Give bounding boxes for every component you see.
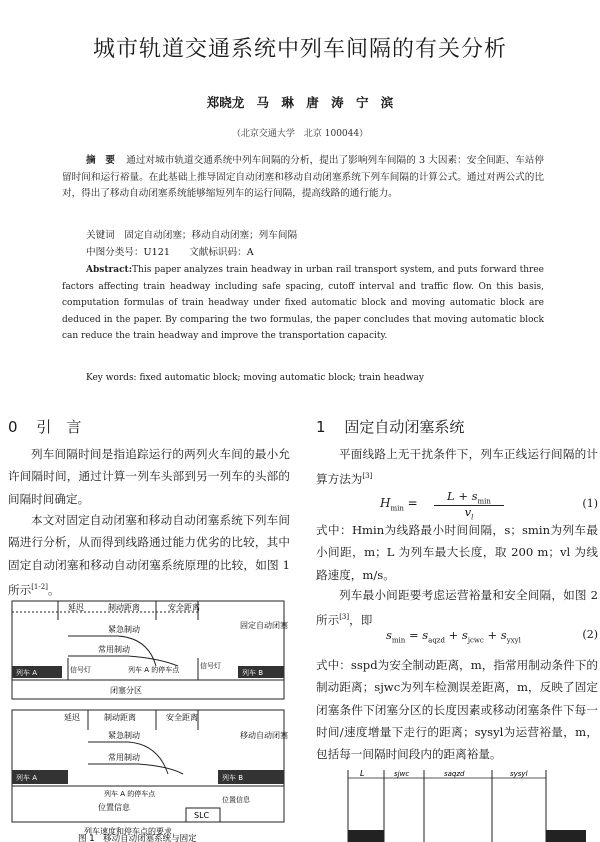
intro-p2-ref: [1-2] <box>31 582 48 591</box>
classification: 中图分类号：U121 文献标识码：A <box>86 247 254 258</box>
fig1-top-safe-distance: 安全距离 <box>168 603 200 612</box>
svg-text:列车 B: 列车 B <box>222 774 244 782</box>
fig1-top-fixed: 固定自动闭塞 <box>240 621 288 630</box>
sec1-paragraph-3 <box>316 584 598 631</box>
fig1-top-signal1: 信号灯 <box>70 666 91 674</box>
fig1-bottom-panel <box>12 710 288 836</box>
formula-2 <box>316 628 598 648</box>
section-1-number: 1 <box>316 418 326 436</box>
intro-paragraph-2 <box>8 509 290 601</box>
abstract-en-label: Abstract: <box>86 265 133 275</box>
intro-paragraph-1: 列车间隔时间是指追踪运行的两列火车间的最小允许间隔时间，通过计算一列车头部到另一列车的头部的间隔时间确定。 <box>8 447 290 506</box>
fig1-bottom-safe-distance: 安全距离 <box>166 713 198 722</box>
formula-1-lhs: $H_{min}$ = <box>380 496 418 513</box>
sec1-p3-ref: [3] <box>339 613 350 622</box>
fig2-label-sysyl: sysyl <box>510 770 528 778</box>
sec1-p1-ref: [3] <box>362 472 373 481</box>
keywords-en: Key words: fixed automatic block; moving automatic block; train headway <box>86 373 424 383</box>
formula-2-expr: $s_{min} = s_{aqzd} + s_{jcwc} + s_{yxyl}$ <box>386 628 521 645</box>
fig2-label-l: L <box>360 770 365 778</box>
formula-2-number: (2) <box>582 628 598 641</box>
paper-title: 城市轨道交通系统中列车间隔的有关分析 <box>92 37 507 62</box>
fig1-top-block: 闭塞分区 <box>110 686 142 695</box>
fig1-bottom-slc: SLC <box>194 811 210 820</box>
abstract-cn-text: 通过对城市轨道交通系统中列车间隔的分析，提出了影响列车间隔的 3 大因素：安全间距、车站停留时间和运行裕量。在此基础上推导固定自动闭塞和移动自动闭塞系统下列车间隔的计算公式。通过对两公式的比对，得出了移动自动闭塞系统能够缩短列车的运行间隔，提高线路的通行能力。 <box>62 155 545 200</box>
fig2-train-1 <box>348 830 384 842</box>
fig1-top-braking-distance: 制动距离 <box>108 603 140 612</box>
fig1-bottom-pos-info: 位置信息 <box>98 803 130 812</box>
abstract-cn-label: 摘 要 <box>86 155 115 166</box>
sec1-paragraph-2: 式中：Hmin为线路最小时间间隔，s；smin为列车最小间距，m；L 为列车最大长度，取 200 m；vl 为线路速度，m/s。 <box>316 523 598 582</box>
fig1-top-emergency: 紧急制动 <box>108 625 140 634</box>
authors: 郑晓龙 马 琳 唐 涛 宁 滨 <box>206 95 394 110</box>
section-1-heading <box>316 416 464 437</box>
fig1-top-normal: 常用制动 <box>98 645 130 654</box>
svg-text:列车 A: 列车 A <box>16 669 38 677</box>
affiliation: （北京交通大学 北京 100044） <box>231 129 369 139</box>
intro-p2-text: 本文对固定自动闭塞和移动自动闭塞系统下列车间隔进行分析，从而得到线路通过能力优劣的比较，其中固定自动闭塞和移动自动闭塞系统原理的比较，如图 1 所示 <box>8 513 290 597</box>
fig2-label-sjwc: sjwc <box>394 770 410 778</box>
formula-1 <box>316 489 598 522</box>
sec1-p1-text: 平面线路上无干扰条件下，列车正线运行间隔的计算方法为 <box>316 447 598 487</box>
abstract-en-text: This paper analyzes train headway in urban rail transport system, and puts forward three factors affecting train headway including safe spacing, cutoff interval and traffic flow. On this basis, computation formulas of train headway under fixed automatic block and moving automatic block are deduced in the paper. By comparing the two formulas, the paper concludes that moving automatic block can reduce the train headway and improve the transportation capacity. <box>62 265 544 341</box>
formula-1-num: $L + s_{min}$ <box>434 489 504 506</box>
fig1-bottom-normal: 常用制动 <box>108 753 140 762</box>
fig1-bottom-moving: 移动自动闭塞 <box>240 731 288 740</box>
abstract-cn <box>62 153 544 203</box>
section-1-title: 固定自动闭塞系统 <box>344 418 465 436</box>
svg-text:列车 B: 列车 B <box>242 669 264 677</box>
fig1-caption: 图 1 移动自动闭塞系统与固定 <box>78 834 197 842</box>
sec1-paragraph-4: 式中：sspd为安全制动距离，m，指常用制动条件下的制动距离；sjwc为列车检测误差距离，m，反映了固定闭塞条件下闭塞分区的长度因素或移动闭塞条件下每一时间/速度增量下走行的距离；sysyl为运营裕量，m，包括每一间隔时间段内的距离裕量。 <box>316 658 598 762</box>
fig1-top-signal2: 信号灯 <box>200 662 221 670</box>
formula-1-den: $v_l$ <box>464 505 474 522</box>
fig1-bottom-delay: 延迟 <box>64 713 80 722</box>
figure-1 <box>8 598 290 842</box>
figure-2 <box>340 770 590 842</box>
fig1-bottom-pos-info2: 位置信息 <box>222 796 250 804</box>
fig2-label-sspd: saqzd <box>444 770 465 778</box>
section-0-number: 0 <box>8 418 18 436</box>
svg-text:列车 A: 列车 A <box>16 774 38 782</box>
fig1-bottom-speed-req: 列车速度和停车点的要求 <box>84 827 172 836</box>
sec1-p3-end: ，即 <box>349 613 373 628</box>
abstract-en <box>62 262 544 345</box>
fig1-bottom-emergency: 紧急制动 <box>108 731 140 740</box>
sec1-p3-text: 列车最小间距要考虑运营裕量和安全间隔，如图 2 所示 <box>316 588 598 628</box>
section-0-title: 引 言 <box>36 418 82 436</box>
section-0-heading <box>8 416 81 437</box>
fig1-top-panel <box>12 601 288 699</box>
fig1-top-delay: 延迟 <box>68 603 84 612</box>
sec1-paragraph-1 <box>316 443 598 490</box>
fig1-bottom-stop-point: 列车 A 的停车点 <box>104 790 156 798</box>
intro-p2-end: 。 <box>47 582 60 597</box>
fig1-bottom-braking-distance: 制动距离 <box>104 713 136 722</box>
fig1-top-stop-point: 列车 A 的停车点 <box>128 666 180 674</box>
formula-1-number: (1) <box>582 497 598 510</box>
fig2-train-2 <box>546 830 586 842</box>
keywords-cn: 关键词 固定自动闭塞；移动自动闭塞；列车间隔 <box>86 230 298 241</box>
